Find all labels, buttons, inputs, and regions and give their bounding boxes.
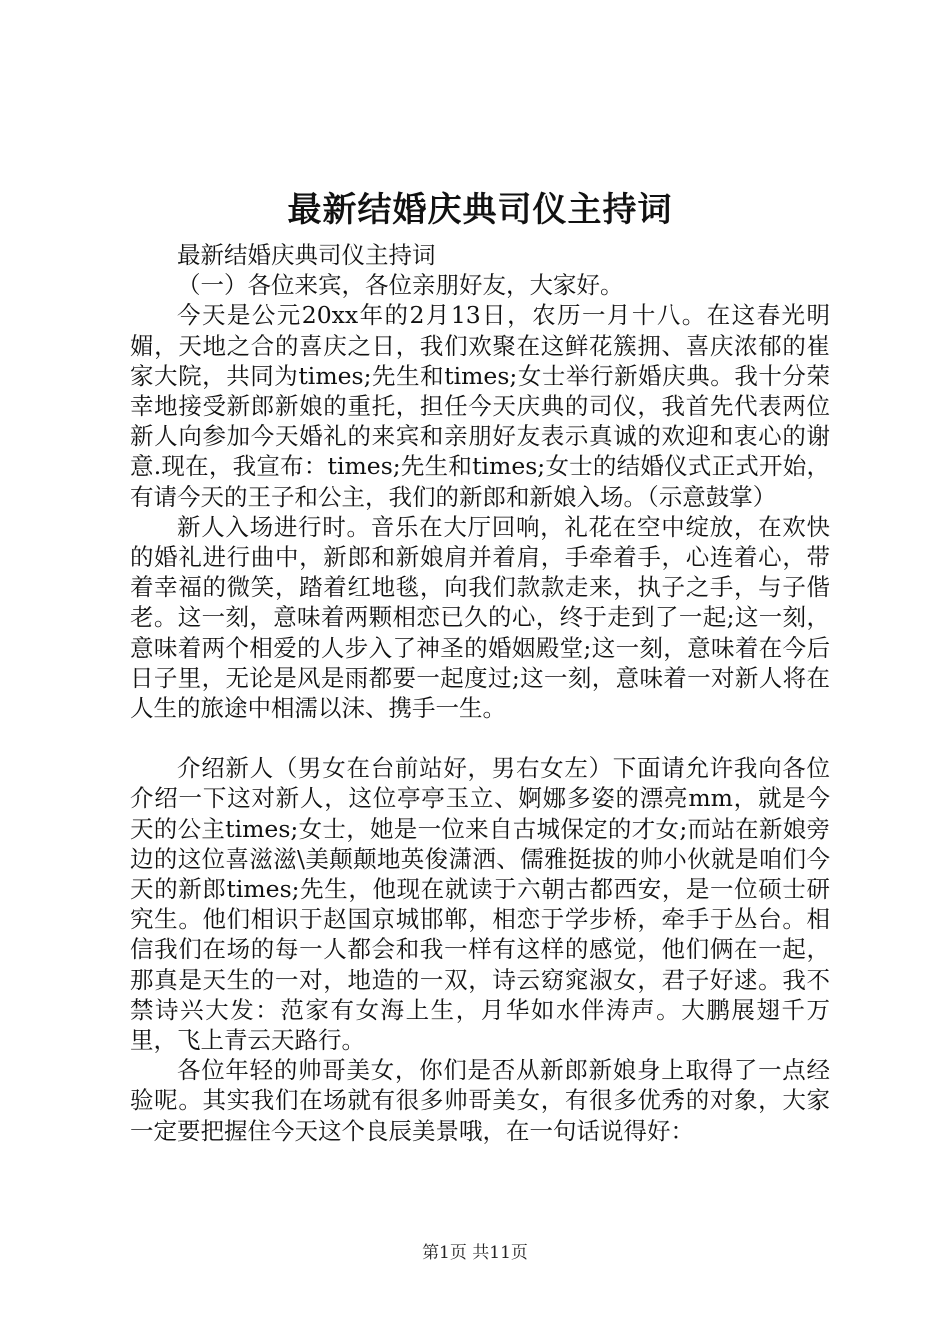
paragraph-entrance: 新人入场进行时。音乐在大厅回响，礼花在空中绽放，在欢快的婚礼进行曲中，新郎和新娘肩并着肩，手牵着手，心连着心，带着幸福的微笑，踏着红地毯，向我们款款走来，执子之手，与子偕老。这一刻，意味着两颗相恋已久的心，终于走到了一起;这一刻，意味着两个相爱的人步入了神圣的婚姻殿堂;这一刻，意味着在今后日子里，无论是风是雨都要一起度过;这一刻，意味着一对新人将在人生的旅途中相濡以沫、携手一生。 bbox=[130, 512, 830, 723]
document-title: 最新结婚庆典司仪主持词 bbox=[287, 190, 673, 230]
paragraph-spacer bbox=[130, 723, 830, 753]
document-page bbox=[130, 188, 830, 1146]
paragraph-opening: 今天是公元20xx年的2月13日，农历一月十八。在这春光明媚，天地之合的喜庆之日，我们欢聚在这鲜花簇拥、喜庆浓郁的崔家大院，共同为times;先生和times;女士举行新婚庆典。我十分荣幸地接受新郎新娘的重托，担任今天庆典的司仪，我首先代表两位新人向参加今天婚礼的来宾和亲朋好友表示真诚的欢迎和衷心的谢意.现在，我宣布：times;先生和times;女士的结婚仪式正式开始，有请今天的王子和公主，我们的新郎和新娘入场。（示意鼓掌） bbox=[130, 301, 830, 511]
page-number-footer: 第1页 共11页 bbox=[422, 1243, 528, 1263]
paragraph-audience: 各位年轻的帅哥美女，你们是否从新郎新娘身上取得了一点经验呢。其实我们在场就有很多帅哥美女，有很多优秀的对象，大家一定要把握住今天这个良辰美景哦，在一句话说得好： bbox=[130, 1056, 830, 1145]
paragraph-introduction: 介绍新人（男女在台前站好，男右女左）下面请允许我向各位介绍一下这对新人，这位亭亭玉立、婀娜多姿的漂亮mm，就是今天的公主times;女士，她是一位来自古城保定的才女;而站在新娘旁边的这位喜滋滋\美颠颠地英俊潇洒、儒雅挺拔的帅小伙就是咱们今天的新郎times;先生，他现在就读于六朝古都西安，是一位硕士研究生。他们相识于赵国京城邯郸，相恋于学步桥，牵手于丛台。相信我们在场的每一人都会和我一样有这样的感觉，他们俩在一起，那真是天生的一对，地造的一双，诗云窈窕淑女，君子好逑。我不禁诗兴大发：范家有女海上生，月华如水伴涛声。大鹏展翅千万里，飞上青云天路行。 bbox=[130, 754, 830, 1055]
paragraph-heading: 最新结婚庆典司仪主持词 bbox=[177, 241, 436, 269]
paragraph-greeting: （一）各位来宾，各位亲朋好友，大家好。 bbox=[177, 271, 624, 300]
